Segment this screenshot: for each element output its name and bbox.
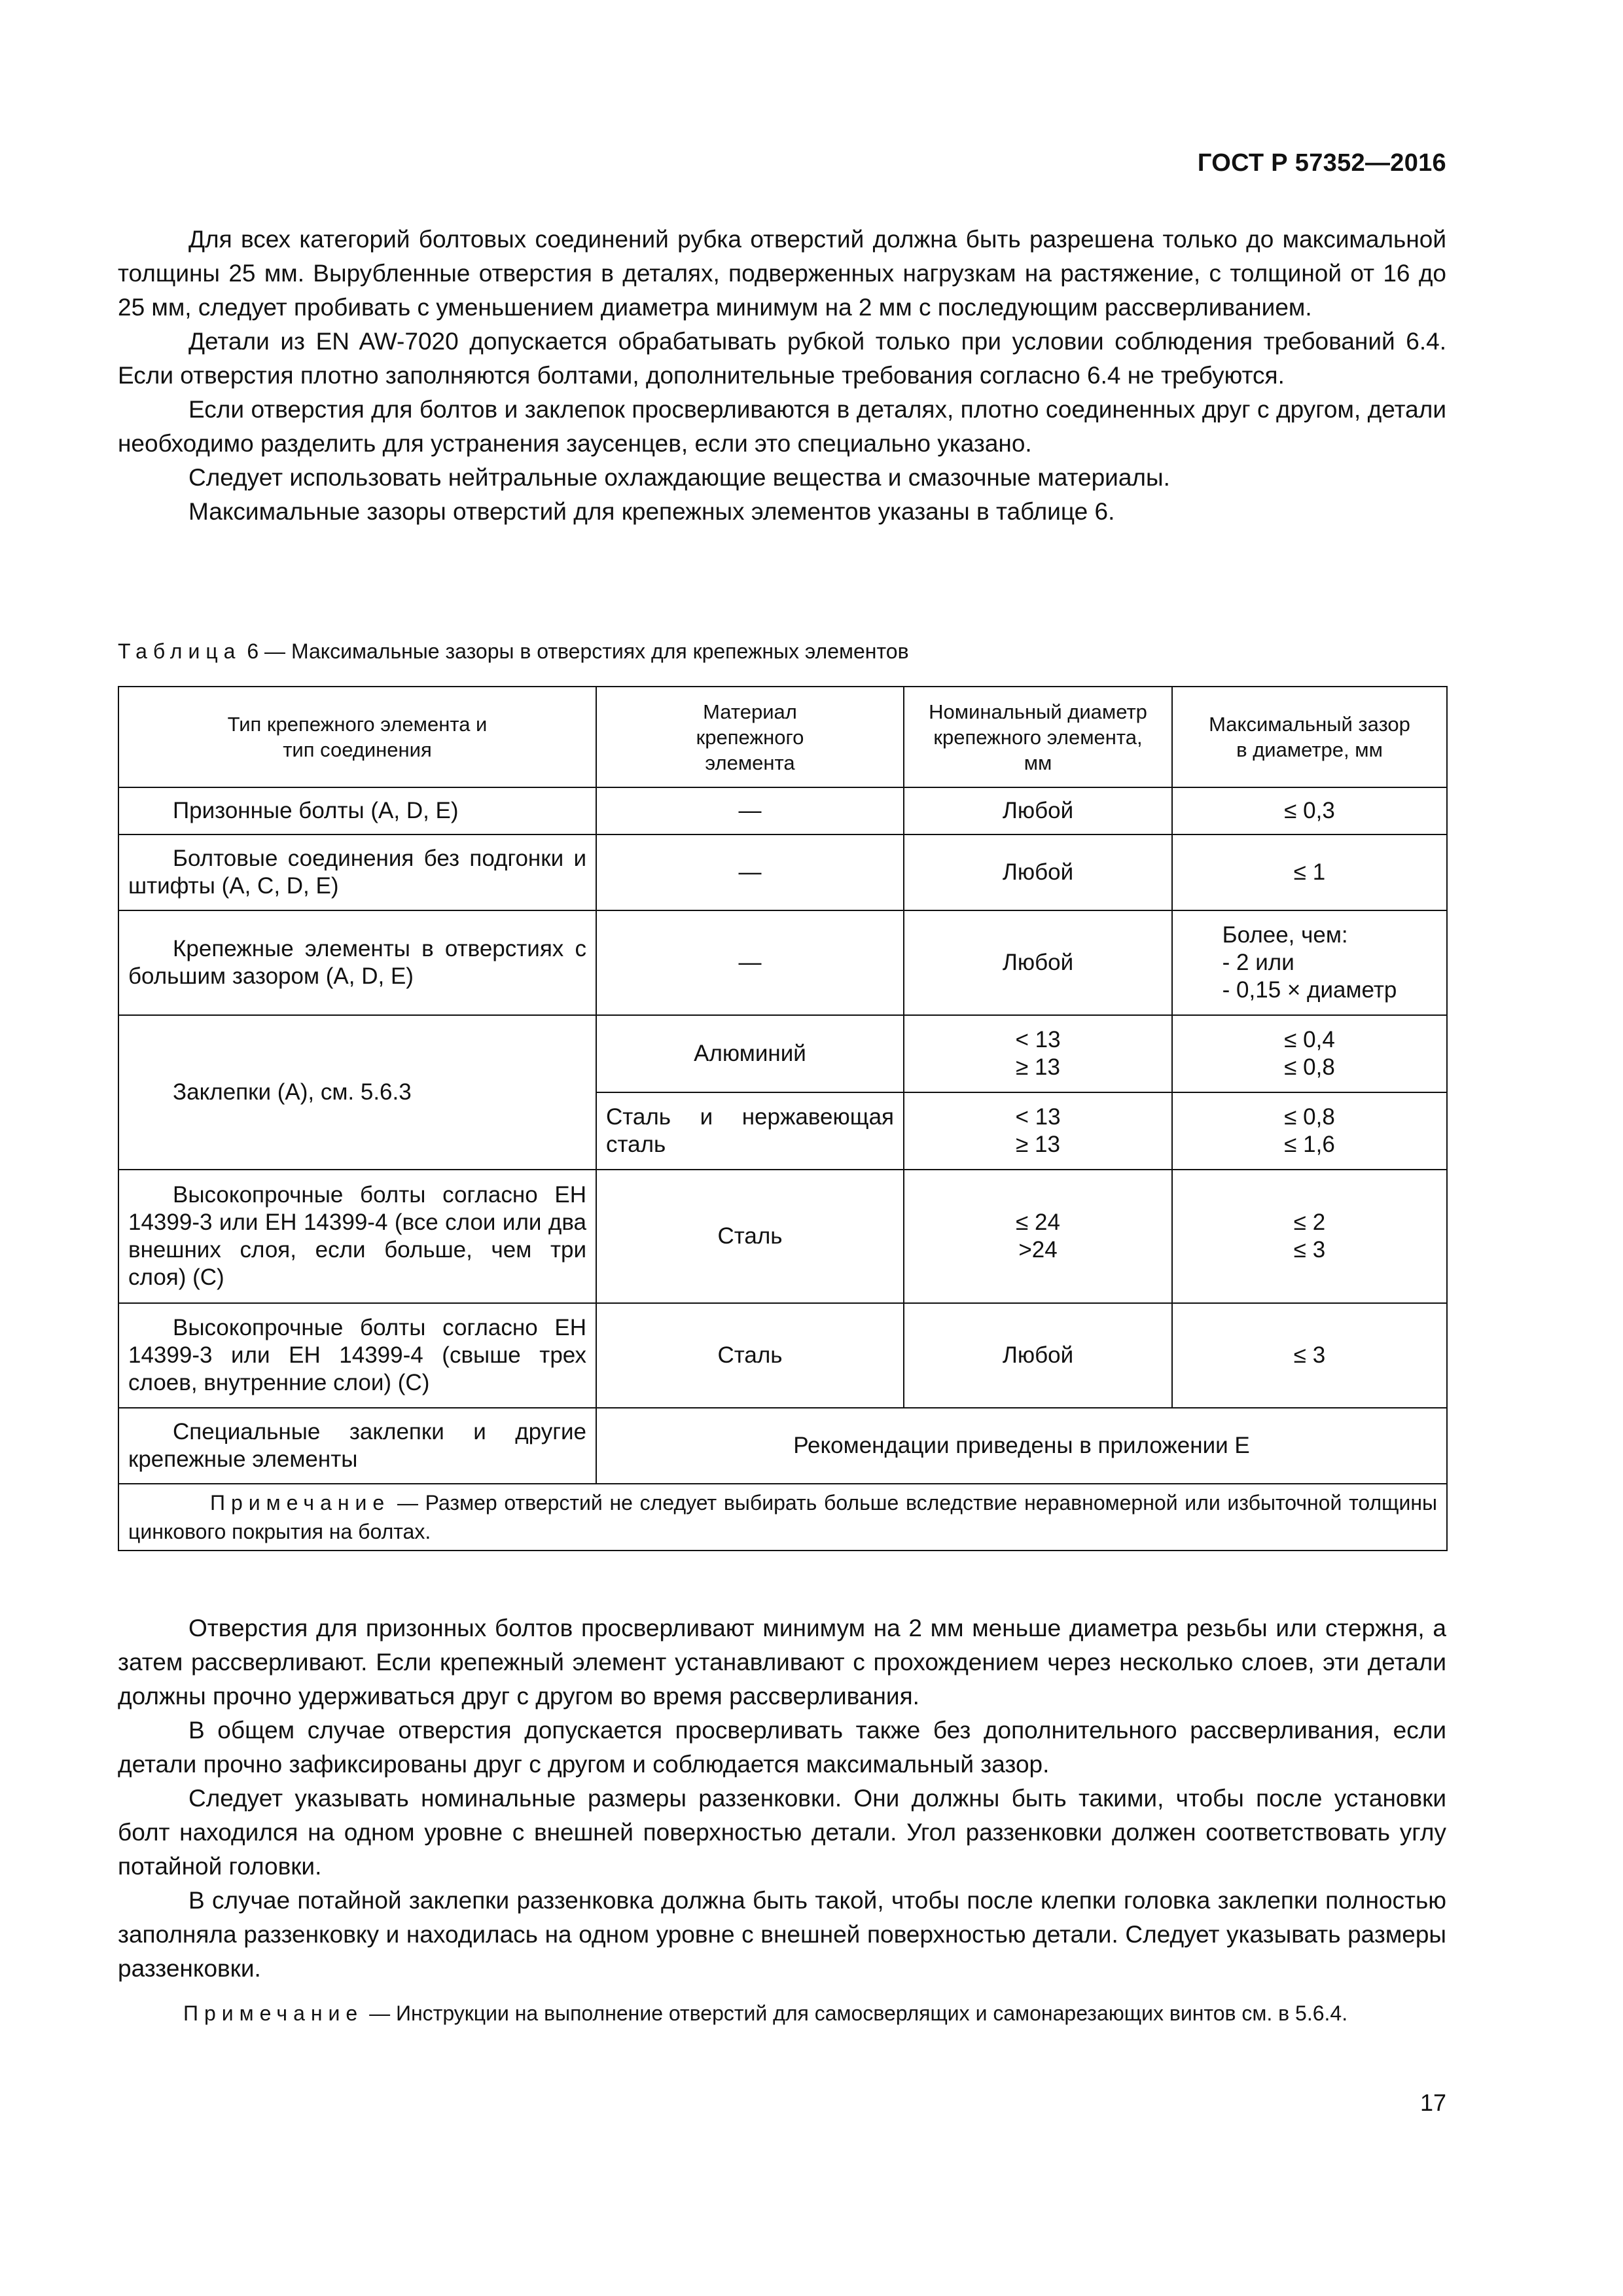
- body-text-bottom: [118, 1611, 1446, 1986]
- paragraph: Отверстия для призонных болтов просверливают минимум на 2 мм меньше диаметра резьбы или стержня, а затем рассверливают. Если крепежный элемент устанавливают с прохождением через несколько слоев, эти детали должны прочно удерживаться друг с другом во время рассверливания.: [118, 1615, 1446, 1710]
- cell-clearance: ≤ 0,4 ≤ 0,8: [1172, 1015, 1447, 1092]
- cell-type: Высокопрочные болты согласно ЕН 14399-3 или ЕН 14399-4 (свыше трех слоев, внутренние слои) (С): [118, 1303, 596, 1408]
- cell-material: —: [596, 910, 904, 1015]
- cell-type: Крепежные элементы в отверстиях с большим зазором (A, D, E): [118, 910, 596, 1015]
- cell-type: Высокопрочные болты согласно ЕН 14399-3 или ЕН 14399-4 (все слои или два внешних слоя, если больше, чем три слоя) (С): [118, 1170, 596, 1303]
- table-row: [118, 1015, 1447, 1092]
- paragraph: В общем случае отверстия допускается просверливать также без дополнительного рассверливания, если детали прочно зафиксированы друг с другом и соблюдается максимальный зазор.: [118, 1717, 1446, 1778]
- clearance-list: Более, чем: - 2 или - 0,15 × диаметр: [1222, 922, 1397, 1003]
- cell-clearance: ≤ 1: [1172, 834, 1447, 910]
- cell-diameter: < 13 ≥ 13: [904, 1092, 1172, 1170]
- cell-diameter: < 13 ≥ 13: [904, 1015, 1172, 1092]
- bottom-note-text: — Инструкции на выполнение отверстий для самосверлящих и самонарезающих винтов см. в 5.6.4.: [369, 2001, 1348, 2025]
- bottom-note: [118, 1998, 1446, 2029]
- cell-material: Сталь: [596, 1303, 904, 1408]
- table-header-row: [118, 687, 1447, 787]
- table-row: [118, 834, 1447, 910]
- cell-type: Болтовые соединения без подгонки и штифты (A, C, D, E): [118, 834, 596, 910]
- body-text-top: [118, 223, 1446, 529]
- cell-type: Заклепки (A), см. 5.6.3: [118, 1015, 596, 1170]
- cell-diameter: Любой: [904, 834, 1172, 910]
- cell-type: Призонные болты (A, D, E): [118, 787, 596, 834]
- table-row: [118, 1170, 1447, 1303]
- clearance-table: [118, 686, 1448, 1551]
- paragraph: Если отверстия для болтов и заклепок просверливаются в деталях, плотно соединенных друг с другом, детали необходимо разделить для устранения заусенцев, если это специально указано.: [118, 396, 1446, 457]
- cell-diameter: ≤ 24 >24: [904, 1170, 1172, 1303]
- header-nominal-diameter: Номинальный диаметр крепежного элемента, мм: [904, 687, 1172, 787]
- header-max-clearance: Максимальный зазор в диаметре, мм: [1172, 687, 1447, 787]
- table-row: [118, 787, 1447, 834]
- header-fastener-type: Тип крепежного элемента и тип соединения: [118, 687, 596, 787]
- paragraph: Для всех категорий болтовых соединений рубка отверстий должна быть разрешена только до максимальной толщины 25 мм. Вырубленные отверстия в деталях, подверженных нагрузкам на растяжение, с толщиной от 16 до 25 мм, следует пробивать с уменьшением диаметра минимум на 2 мм с последующим рассверливанием.: [118, 226, 1446, 321]
- cell-clearance: ≤ 0,8 ≤ 1,6: [1172, 1092, 1447, 1170]
- page-number: 17: [1419, 2089, 1446, 2116]
- table-caption-text: 6 — Максимальные зазоры в отверстиях для крепежных элементов: [247, 639, 909, 663]
- table-note-row: [118, 1484, 1447, 1551]
- table-row: [118, 910, 1447, 1015]
- table-note: [118, 1484, 1447, 1551]
- paragraph: Следует использовать нейтральные охлаждающие вещества и смазочные материалы.: [188, 464, 1170, 491]
- cell-material: —: [596, 834, 904, 910]
- paragraph: Следует указывать номинальные размеры раззенковки. Они должны быть такими, чтобы после установки болт находился на одном уровне с внешней поверхностью детали. Угол раззенковки должен соответствовать углу потайной головки.: [118, 1785, 1446, 1880]
- cell-type: Специальные заклепки и другие крепежные элементы: [118, 1408, 596, 1484]
- table-note-label: Примечание: [210, 1491, 391, 1515]
- bottom-note-label: Примечание: [183, 2001, 364, 2025]
- table-caption-label: Таблица: [118, 639, 241, 663]
- paragraph: Детали из EN AW-7020 допускается обрабатывать рубкой только при условии соблюдения требований 6.4. Если отверстия плотно заполняются болтами, дополнительные требования согласно 6.4 не требуются.: [118, 328, 1446, 389]
- cell-diameter: Любой: [904, 910, 1172, 1015]
- document-id: ГОСТ Р 57352—2016: [1197, 149, 1446, 177]
- paragraph: В случае потайной заклепки раззенковка должна быть такой, чтобы после клепки головка заклепки полностью заполняла раззенковку и находилась на одном уровне с внешней поверхностью детали. Следует указывать размеры раззенковки.: [118, 1887, 1446, 1982]
- header-material: Материал крепежного элемента: [596, 687, 904, 787]
- cell-clearance: [1172, 910, 1447, 1015]
- paragraph: Максимальные зазоры отверстий для крепежных элементов указаны в таблице 6.: [188, 498, 1115, 525]
- cell-clearance: ≤ 3: [1172, 1303, 1447, 1408]
- cell-clearance: ≤ 2 ≤ 3: [1172, 1170, 1447, 1303]
- cell-diameter: Любой: [904, 1303, 1172, 1408]
- cell-material: Алюминий: [596, 1015, 904, 1092]
- cell-merged-recommendation: Рекомендации приведены в приложении Е: [596, 1408, 1447, 1484]
- cell-clearance: ≤ 0,3: [1172, 787, 1447, 834]
- cell-material: —: [596, 787, 904, 834]
- table-caption: [118, 638, 909, 664]
- table-row: [118, 1303, 1447, 1408]
- cell-material: Сталь: [596, 1170, 904, 1303]
- table-note-text: — Размер отверстий не следует выбирать больше вследствие неравномерной или избыточной толщины цинкового покрытия на болтах.: [128, 1491, 1438, 1543]
- table-row: [118, 1408, 1447, 1484]
- cell-diameter: Любой: [904, 787, 1172, 834]
- cell-material: Сталь и нержавеющая сталь: [596, 1092, 904, 1170]
